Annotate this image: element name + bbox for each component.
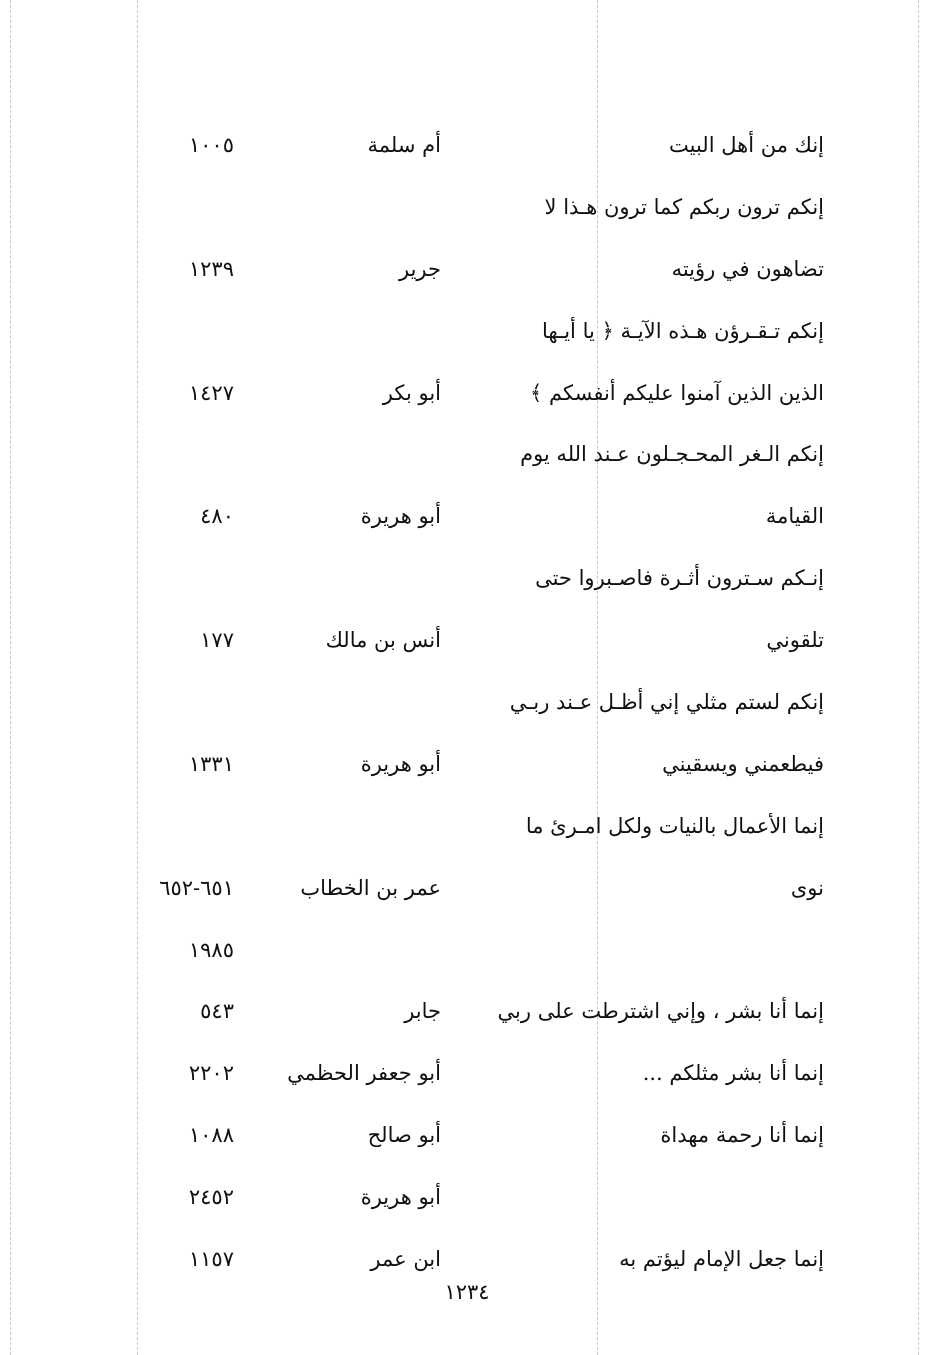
reference-number: ٥٤٣ — [200, 999, 234, 1024]
index-row — [100, 120, 824, 182]
reference-number: ١٠٠٥ — [188, 133, 234, 157]
narrator-name: أبو هريرة — [360, 751, 441, 776]
index-row — [100, 429, 824, 491]
narrator-name: جابر — [404, 999, 441, 1024]
hadith-text: إنما أنا بشر مثلكم ... — [642, 1061, 824, 1086]
hadith-text: إنما أنا رحمة مهداة — [660, 1123, 824, 1148]
narrator-name: أبو هريرة — [360, 504, 441, 529]
reference-number: ٤٨٠ — [200, 504, 234, 529]
hadith-text: تضاهون في رؤيته — [671, 256, 824, 281]
hadith-text: إنكم ترون ربكم كما ترون هـذا لا — [544, 194, 824, 219]
hadith-text: تلقوني — [766, 628, 824, 653]
hadith-text: إنـكم سـترون أثـرة فاصـبروا حتى — [535, 566, 824, 591]
narrator-name: أنس بن مالك — [325, 628, 441, 653]
hadith-text: نوى — [790, 875, 824, 900]
index-row — [100, 491, 824, 553]
index-row — [100, 1172, 824, 1234]
index-row — [100, 553, 824, 615]
narrator-name: أبو جعفر الحظمي — [287, 1061, 441, 1086]
page-number: ١٢٣٤ — [444, 1280, 490, 1304]
narrator-name: ابن عمر — [370, 1247, 441, 1272]
hadith-index-table — [100, 120, 824, 1296]
hadith-text: إنما أنا بشر ، وإني اشترطت على ربي — [497, 999, 824, 1024]
narrator-name: أبو هريرة — [360, 1185, 441, 1210]
hadith-text: إنما جعل الإمام ليؤتم به — [619, 1247, 824, 1272]
reference-number: ١٢٣٩ — [188, 256, 234, 281]
reference-number: ٢٢٠٢ — [188, 1061, 234, 1086]
index-row — [100, 244, 824, 306]
index-row — [100, 306, 824, 368]
index-row — [100, 925, 824, 987]
reference-number: ١٤٢٧ — [188, 380, 234, 405]
reference-number: ١٣٣١ — [188, 751, 234, 776]
index-row — [100, 863, 824, 925]
hadith-text: إنما الأعمال بالنيات ولكل امـرئ ما — [525, 813, 824, 838]
hadith-text: إنك من أهل البيت — [669, 133, 824, 157]
index-row — [100, 1110, 824, 1172]
index-row — [100, 1048, 824, 1110]
reference-number: ١١٥٧ — [188, 1247, 234, 1272]
reference-number: ٢٤٥٢ — [188, 1185, 234, 1210]
narrator-name: عمر بن الخطاب — [300, 875, 441, 900]
hadith-text: القيامة — [765, 504, 824, 529]
hadith-text: إنكم الـغر المحـجـلون عـند الله يوم — [520, 442, 824, 467]
reference-number: ٦٥١-٦٥٢ — [159, 875, 234, 900]
hadith-text: الذين الذين آمنوا عليكم أنفسكم ﴾ — [530, 380, 824, 405]
hadith-text: إنكم تـقـرؤن هـذه الآيـة ﴿ يا أيـها — [541, 318, 824, 343]
reference-number: ١٩٨٥ — [188, 937, 234, 962]
index-row — [100, 182, 824, 244]
hadith-text: فيطعمني ويسقيني — [662, 751, 824, 776]
index-row — [100, 677, 824, 739]
index-row — [100, 368, 824, 430]
narrator-name: أبو بكر — [382, 380, 441, 405]
index-row — [100, 739, 824, 801]
index-row — [100, 801, 824, 863]
narrator-name: أم سلمة — [367, 133, 441, 157]
index-row — [100, 615, 824, 677]
index-row — [100, 986, 824, 1048]
narrator-name: أبو صالح — [367, 1123, 441, 1148]
scan-guide-line — [918, 0, 919, 1355]
reference-number: ١٠٨٨ — [188, 1123, 234, 1148]
narrator-name: جرير — [399, 256, 441, 281]
reference-number: ١٧٧ — [200, 628, 234, 653]
scan-guide-line — [10, 0, 11, 1355]
hadith-text: إنكم لستم مثلي إني أظـل عـند ربـي — [509, 690, 824, 715]
